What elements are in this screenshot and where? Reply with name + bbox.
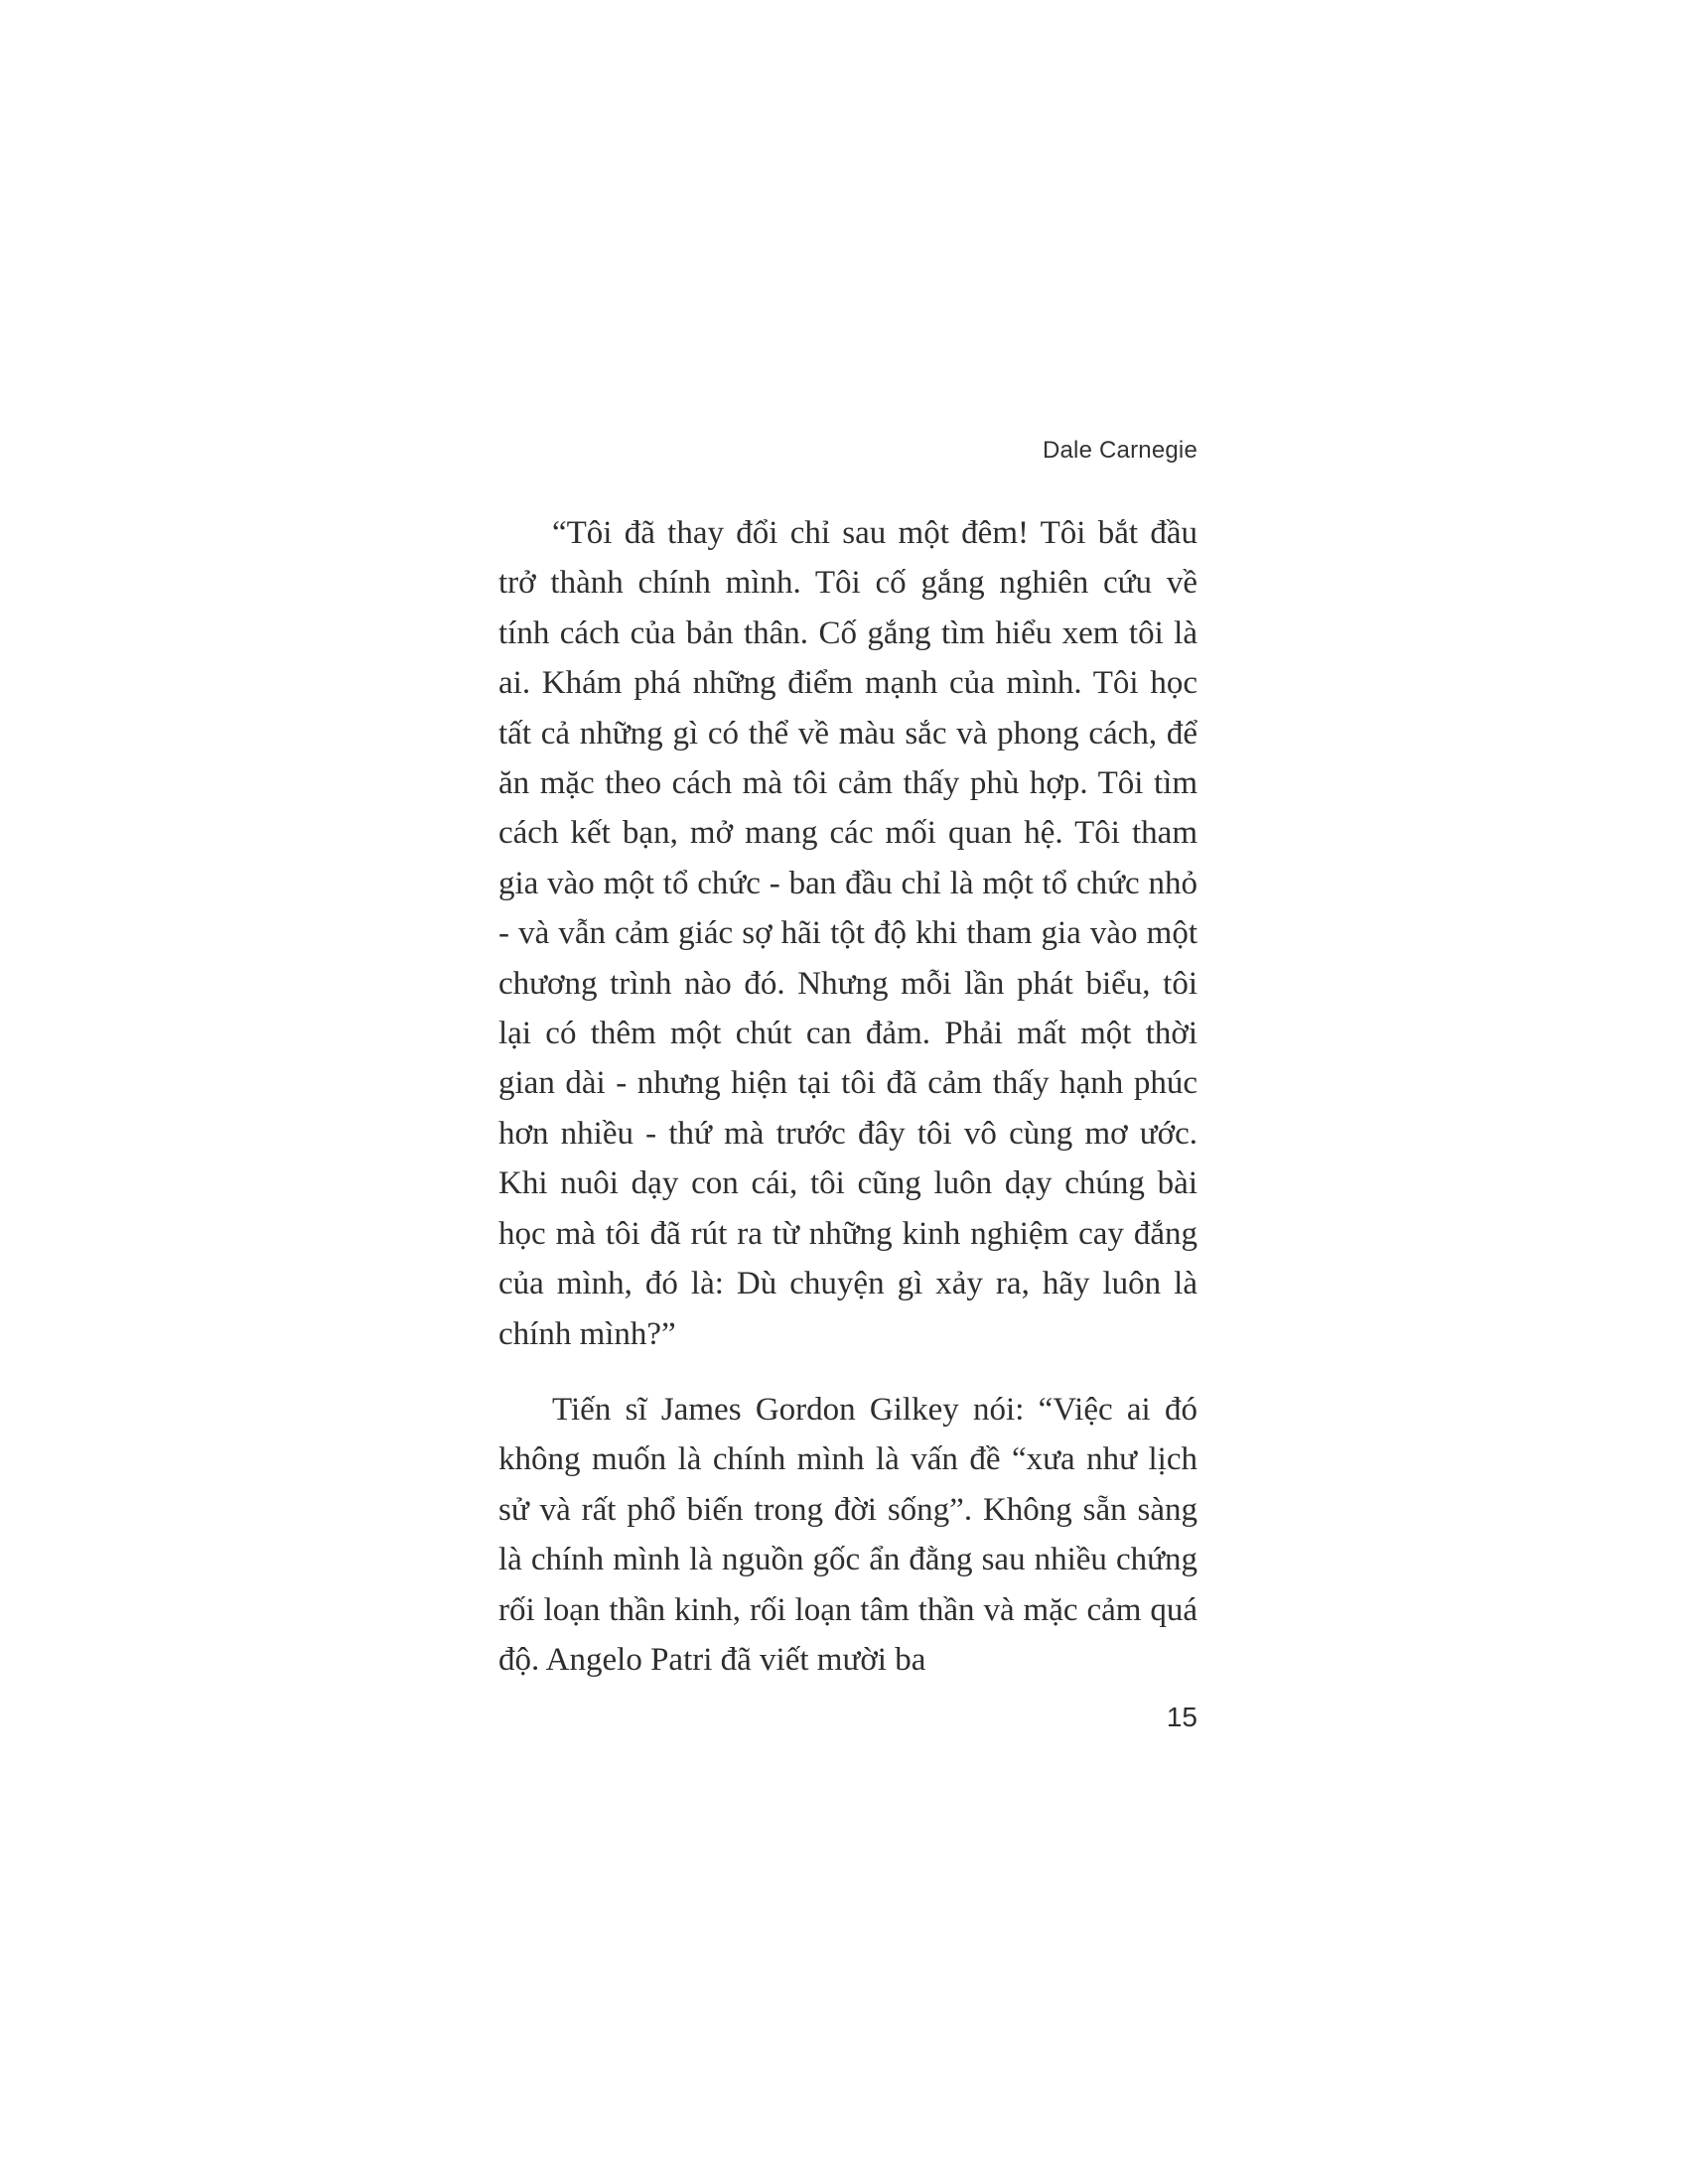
- page-number: 15: [1166, 1702, 1197, 1732]
- running-header-author: Dale Carnegie: [1042, 437, 1197, 464]
- body-text: [498, 508, 1197, 1685]
- paragraph-gilkey: Tiến sĩ James Gordon Gilkey nói: “Việc ai đó không muốn là chính mình là vấn đề “xưa như lịch sử và rất phổ biến trong đời sống”. Không sẵn sàng là chính mình là nguồn gốc ẩn đằng sau nhiều chứng rối loạn thần kinh, rối loạn tâm thần và mặc cảm quá độ. Angelo Patri đã viết mười ba: [498, 1391, 1197, 1678]
- paragraph-quote: “Tôi đã thay đổi chỉ sau một đêm! Tôi bắt đầu trở thành chính mình. Tôi cố gắng nghiên cứu về tính cách của bản thân. Cố gắng tìm hiểu xem tôi là ai. Khám phá những điểm mạnh của mình. Tôi học tất cả những gì có thể về màu sắc và phong cách, để ăn mặc theo cách mà tôi cảm thấy phù hợp. Tôi tìm cách kết bạn, mở mang các mối quan hệ. Tôi tham gia vào một tổ chức - ban đầu chỉ là một tổ chức nhỏ - và vẫn cảm giác sợ hãi tột độ khi tham gia vào một chương trình nào đó. Nhưng mỗi lần phát biểu, tôi lại có thêm một chút can đảm. Phải mất một thời gian dài - nhưng hiện tại tôi đã cảm thấy hạnh phúc hơn nhiều - thứ mà trước đây tôi vô cùng mơ ước. Khi nuôi dạy con cái, tôi cũng luôn dạy chúng bài học mà tôi đã rút ra từ những kinh nghiệm cay đắng của mình, đó là: Dù chuyện gì xảy ra, hãy luôn là chính mình?”: [498, 515, 1197, 1352]
